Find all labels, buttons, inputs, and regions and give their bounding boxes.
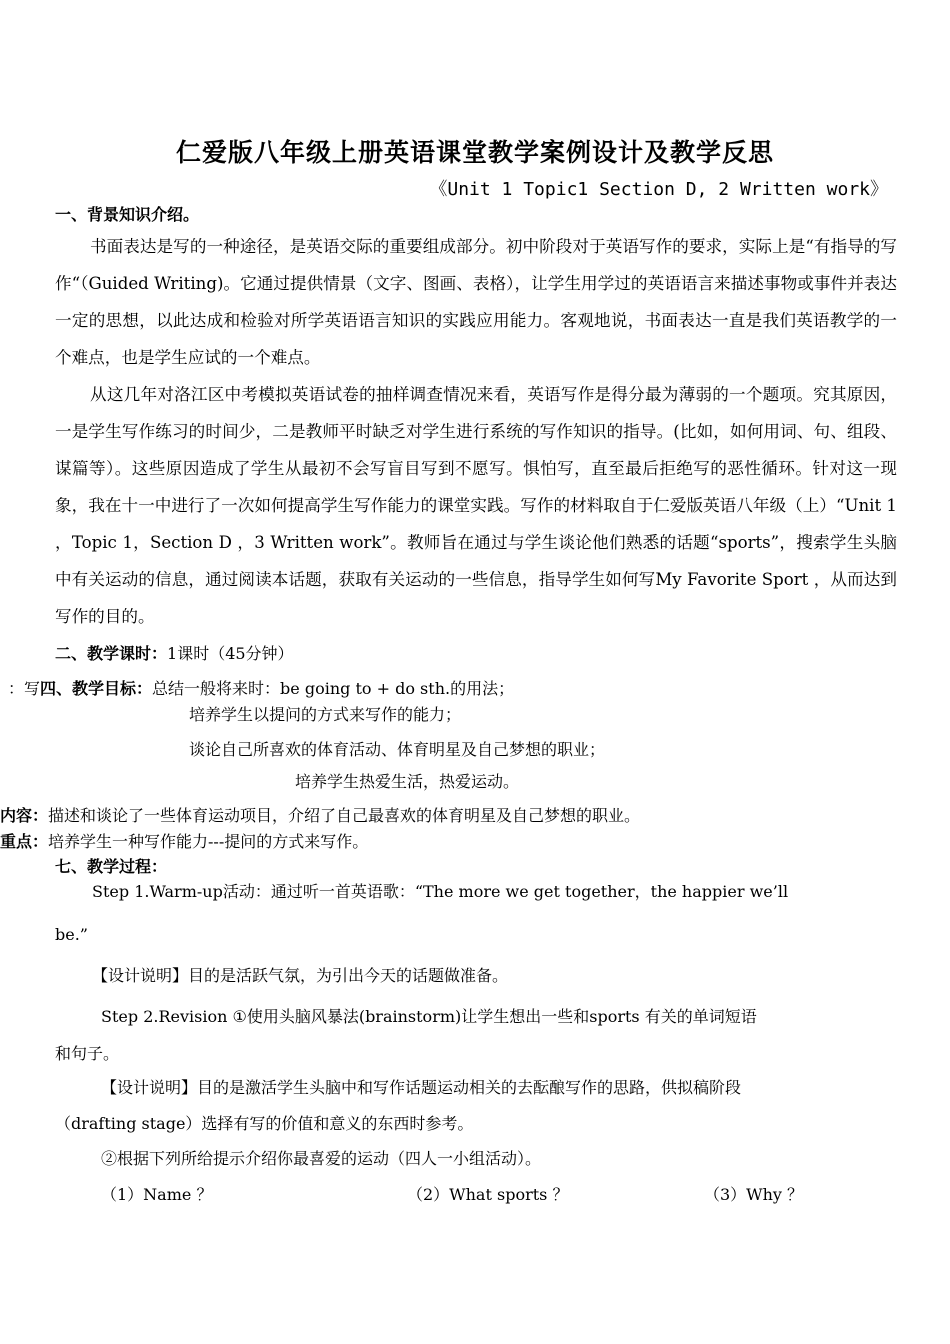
- section7-heading: 七、教学过程：: [55, 857, 168, 876]
- design-note-2-line2: （drafting stage）选择有写的价值和意义的东西时参考。: [55, 1114, 474, 1133]
- section1-para1: 书面表达是写的一种途径，是英语交际的重要组成部分。初中阶段对于英语写作的要求，实际上是“有指导的写作“（Guided Writing)。它通过提供情景（文字、图画、表格），让学生用学过的英语语言来描述事物或事件并表达一定的思想，以此达成和检验对所学英语语言知识的实践应用能力。客观地说，书面表达一直是我们英语教学的一个难点，也是学生应试的一个难点。: [55, 237, 897, 367]
- section2-heading: 二、教学课时：: [55, 644, 168, 663]
- content-label: 内容：: [0, 806, 49, 825]
- design-note-1: 【设计说明】目的是活跃气氛，为引出今天的话题做准备。: [92, 966, 509, 985]
- section2-line: [55, 641, 294, 664]
- goal-item: 总结一般将来时：be going to + do sth.的用法；: [152, 679, 515, 698]
- keypoint-text: 培养学生一种写作能力---提问的方式来写作。: [48, 832, 369, 851]
- section1-para2: 从这几年对洛江区中考模拟英语试卷的抽样调查情况来看，英语写作是得分最为薄弱的一个题项。究其原因，一是学生写作练习的时间少，二是教师平时缺乏对学生进行系统的写作知识的指导。(比如，如何用词、句、组段、谋篇等）。这些原因造成了学生从最初不会写盲目写到不愿写。惧怕写，直至最后拒绝写的恶性循环。针对这一现象，我在十一中进行了一次如何提高学生写作能力的课堂实践。写作的材料取自于仁爱版英语八年级（上）“Unit 1 ，Topic 1，Section D ，3 Written work”。教师旨在通过与学生谈论他们熟悉的话题“sports”，搜索学生头脑中有关运动的信息，通过阅读本话题，获取有关运动的一些信息，指导学生如何写My Favorite Sport ，从而达到写作的目的。: [55, 385, 897, 626]
- keypoint-label: 重点：: [0, 832, 49, 851]
- prompt-item: （1）Name ？: [101, 1185, 213, 1204]
- section1-heading: 一、背景知识介绍。: [55, 205, 200, 224]
- step1-line2: be.”: [55, 925, 88, 944]
- document-title: 仁爱版八年级上册英语课堂教学案例设计及教学反思: [175, 138, 774, 167]
- step2-line2: 和句子。: [55, 1044, 120, 1063]
- content-line: [0, 803, 640, 826]
- section4-prefix: ：写: [8, 679, 41, 698]
- keypoint-line: [0, 829, 368, 852]
- goal-item: 谈论自己所喜欢的体育活动、体育明星及自己梦想的职业；: [189, 740, 606, 759]
- goal-item: 培养学生以提问的方式来写作的能力；: [189, 705, 462, 724]
- section2-value: 1课时（45分钟）: [167, 644, 294, 663]
- step2b-line: ②根据下列所给提示介绍你最喜爱的运动（四人一小组活动）。: [101, 1149, 542, 1168]
- content-text: 描述和谈论了一些体育运动项目，介绍了自己最喜欢的体育明星及自己梦想的职业。: [48, 806, 641, 825]
- step2-line1: Step 2.Revision ①使用头脑风暴法(brainstorm)让学生想出一些和sports 有关的单词短语: [101, 1007, 757, 1026]
- design-note-2-line1: 【设计说明】目的是激活学生头脑中和写作话题运动相关的去酝酿写作的思路，供拟稿阶段: [101, 1078, 742, 1097]
- step1-line1: Step 1.Warm-up活动：通过听一首英语歌：“The more we get together，the happier we’ll: [92, 882, 789, 901]
- section4-line: [8, 676, 514, 699]
- document-subtitle: 《Unit 1 Topic1 Section D, 2 Written work》: [429, 179, 888, 200]
- goal-item: 培养学生热爱生活，热爱运动。: [295, 772, 520, 791]
- prompt-item: （3）Why ？: [704, 1185, 804, 1204]
- section4-heading: 四、教学目标：: [40, 679, 153, 698]
- prompt-item: （2）What sports ？: [407, 1185, 569, 1204]
